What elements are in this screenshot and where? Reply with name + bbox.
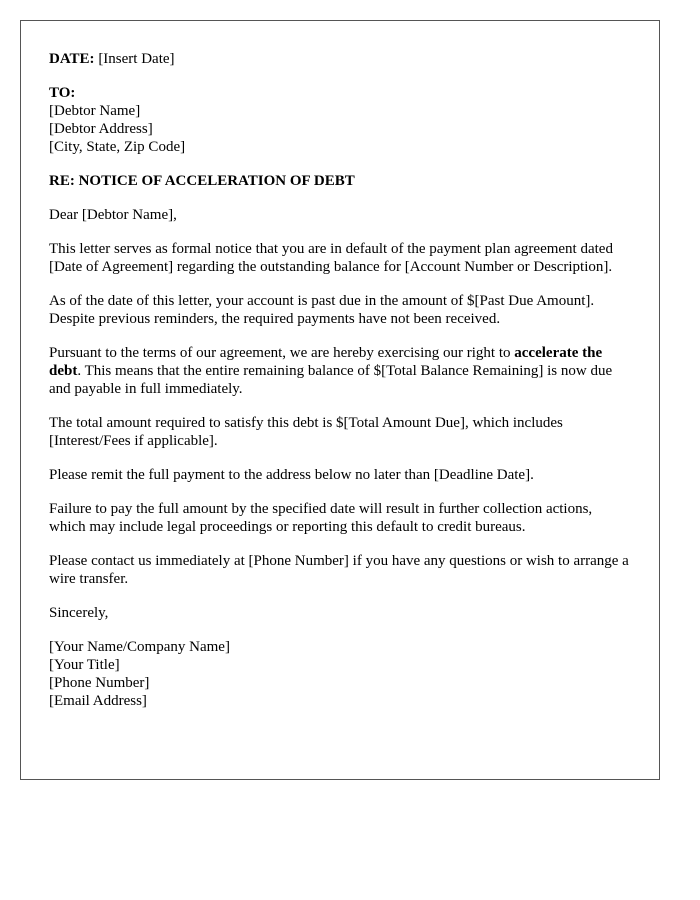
date-value: [Insert Date] (94, 51, 175, 67)
signature-name: [Your Name/Company Name] (49, 639, 230, 655)
signature-email: [Email Address] (49, 693, 147, 709)
paragraph-contact: Please contact us immediately at [Phone Number] if you have any questions or wish to arrange a wire transfer. (49, 553, 629, 587)
salutation: Dear [Debtor Name], (49, 207, 177, 223)
recipient-city-state-zip: [City, State, Zip Code] (49, 139, 186, 155)
date-label: DATE: (49, 51, 95, 67)
recipient-block (49, 84, 631, 156)
signature-block (49, 638, 631, 710)
to-label: TO: (49, 85, 76, 101)
acceleration-text-before: Pursuant to the terms of our agreement, we are hereby exercising our right to (49, 345, 515, 361)
recipient-name: [Debtor Name] (49, 103, 141, 119)
paragraph-acceleration (49, 344, 631, 398)
subject-line (49, 172, 631, 190)
signature-title: [Your Title] (49, 657, 120, 673)
letter-document (20, 20, 660, 780)
paragraph-default-notice: This letter serves as formal notice that you are in default of the payment plan agreement dated [Date of Agreement] regarding the outstanding balance for [Account Number or Description]. (49, 241, 613, 275)
date-line (49, 50, 631, 68)
recipient-address: [Debtor Address] (49, 121, 153, 137)
paragraph-remit-payment: Please remit the full payment to the address below no later than [Deadline Date]. (49, 467, 534, 483)
paragraph-total-amount: The total amount required to satisfy this debt is $[Total Amount Due], which includes [Interest/Fees if applicable]. (49, 415, 563, 449)
acceleration-text-after: . This means that the entire remaining balance of $[Total Balance Remaining] is now due and payable in full immediately. (49, 363, 613, 397)
paragraph-past-due: As of the date of this letter, your account is past due in the amount of $[Past Due Amount]. Despite previous reminders, the required payments have not been received. (49, 293, 595, 327)
acceleration-bold-text: accelerate the debt (49, 345, 603, 379)
subject-text: RE: NOTICE OF ACCELERATION OF DEBT (49, 173, 355, 189)
closing: Sincerely, (49, 605, 109, 621)
signature-phone: [Phone Number] (49, 675, 150, 691)
paragraph-consequences: Failure to pay the full amount by the specified date will result in further collection actions, which may include legal proceedings or reporting this default to credit bureaus. (49, 501, 593, 535)
